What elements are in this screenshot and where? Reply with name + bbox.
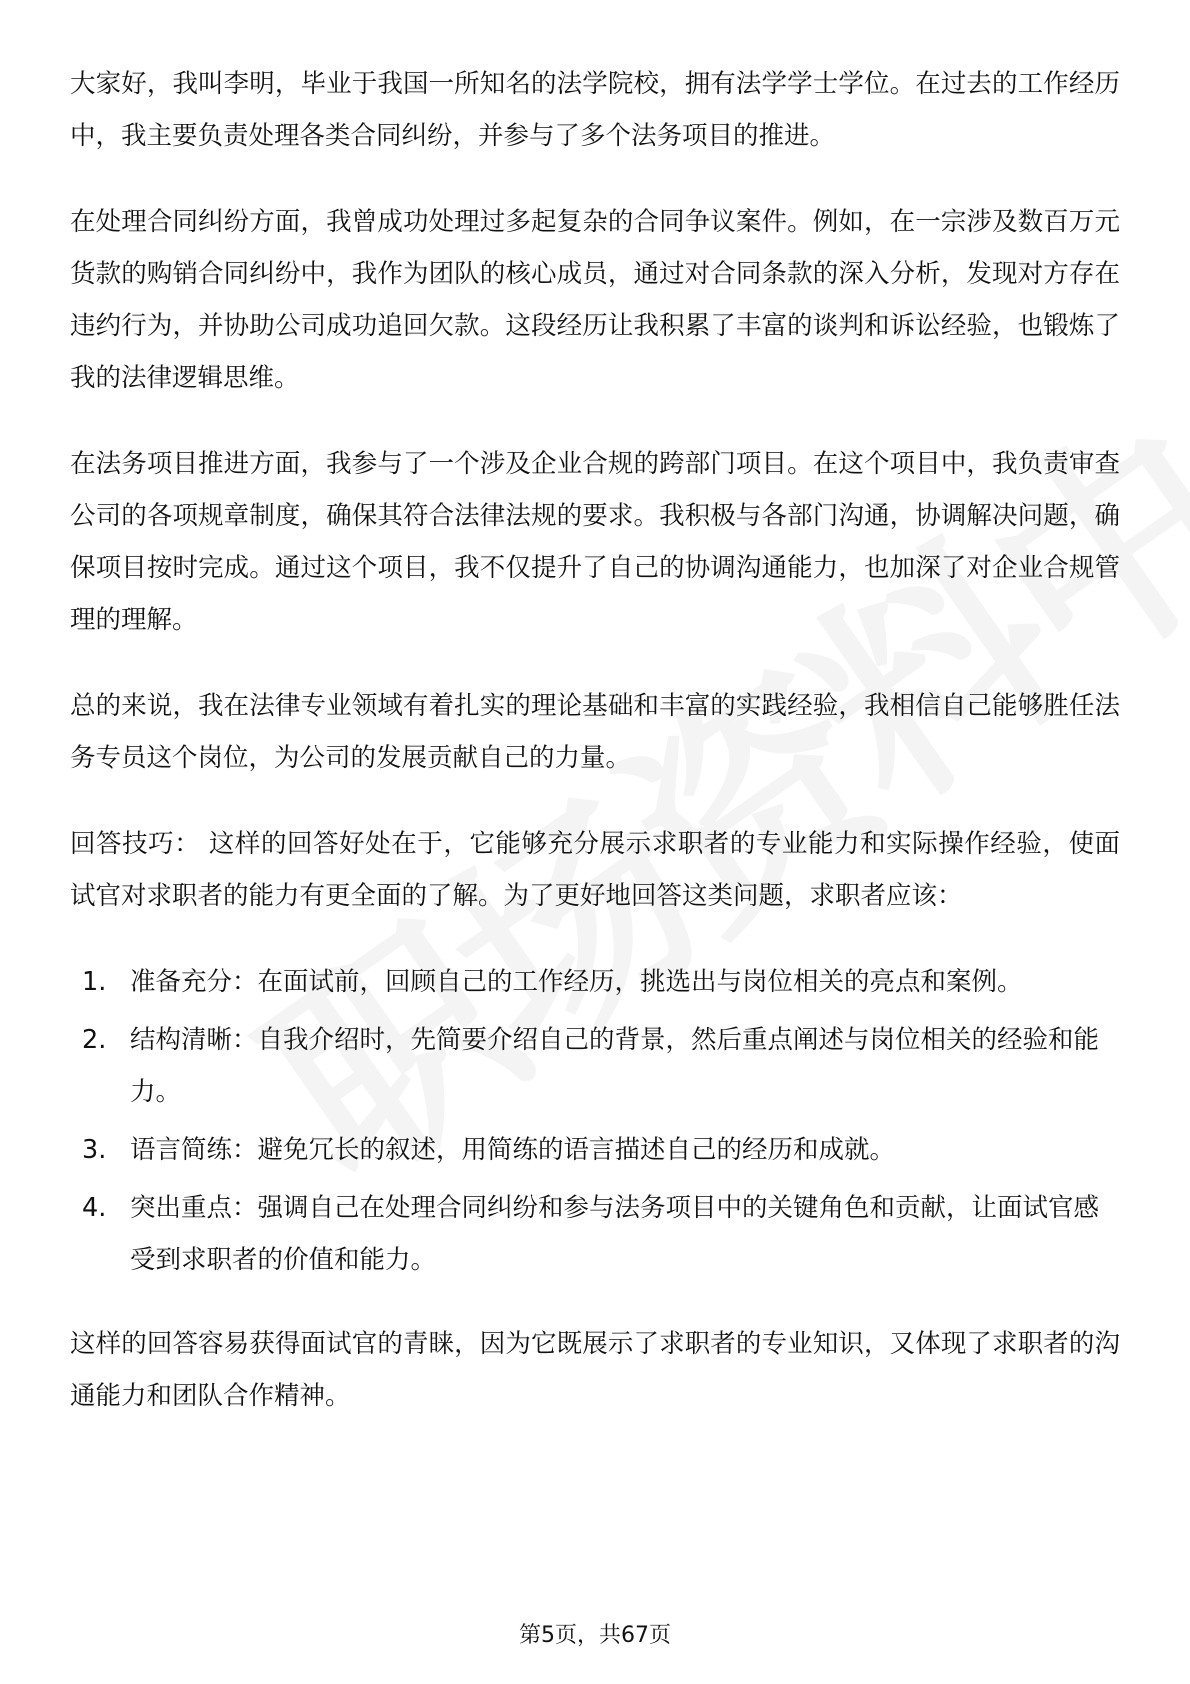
document-body bbox=[70, 58, 1120, 1456]
paragraph-legal-projects: 在法务项目推进方面，我参与了一个涉及企业合规的跨部门项目。在这个项目中，我负责审查公司的各项规章制度，确保其符合法律法规的要求。我积极与各部门沟通，协调解决问题，确保项目按时完成。通过这个项目，我不仅提升了自己的协调沟通能力，也加深了对企业合规管理的理解。 bbox=[70, 449, 1120, 635]
list-item-text: 语言简练：避免冗长的叙述，用简练的语言描述自己的经历和成就。 bbox=[130, 1135, 896, 1165]
list-item bbox=[70, 956, 1120, 1008]
list-item-text: 准备充分：在面试前，回顾自己的工作经历，挑选出与岗位相关的亮点和案例。 bbox=[130, 967, 1023, 997]
list-item-number: 1. bbox=[82, 967, 107, 997]
paragraph-contract-disputes: 在处理合同纠纷方面，我曾成功处理过多起复杂的合同争议案件。例如，在一宗涉及数百万元货款的购销合同纠纷中，我作为团队的核心成员，通过对合同条款的深入分析，发现对方存在违约行为，并协助公司成功追回欠款。这段经历让我积累了丰富的谈判和诉讼经验，也锻炼了我的法律逻辑思维。 bbox=[70, 207, 1120, 393]
list-item-text: 结构清晰：自我介绍时，先简要介绍自己的背景，然后重点阐述与岗位相关的经验和能力。 bbox=[130, 1025, 1100, 1107]
list-item-number: 4. bbox=[82, 1193, 107, 1223]
page-number: 第5页，共67页 bbox=[519, 1623, 671, 1648]
tips-list bbox=[70, 956, 1120, 1286]
list-item-number: 2. bbox=[82, 1025, 107, 1055]
list-item bbox=[70, 1014, 1120, 1118]
list-item bbox=[70, 1124, 1120, 1176]
paragraph-intro: 大家好，我叫李明，毕业于我国一所知名的法学院校，拥有法学学士学位。在过去的工作经历中，我主要负责处理各类合同纠纷，并参与了多个法务项目的推进。 bbox=[70, 69, 1120, 151]
paragraph-summary: 总的来说，我在法律专业领域有着扎实的理论基础和丰富的实践经验，我相信自己能够胜任法务专员这个岗位，为公司的发展贡献自己的力量。 bbox=[70, 691, 1120, 773]
list-item-number: 3. bbox=[82, 1135, 107, 1165]
list-item bbox=[70, 1182, 1120, 1286]
paragraph-answer-tips: 回答技巧： 这样的回答好处在于，它能够充分展示求职者的专业能力和实际操作经验，使面试官对求职者的能力有更全面的了解。为了更好地回答这类问题，求职者应该： bbox=[70, 829, 1120, 911]
list-item-text: 突出重点：强调自己在处理合同纠纷和参与法务项目中的关键角色和贡献，让面试官感受到求职者的价值和能力。 bbox=[130, 1193, 1100, 1275]
paragraph-closing: 这样的回答容易获得面试官的青睐，因为它既展示了求职者的专业知识，又体现了求职者的沟通能力和团队合作精神。 bbox=[70, 1329, 1120, 1411]
